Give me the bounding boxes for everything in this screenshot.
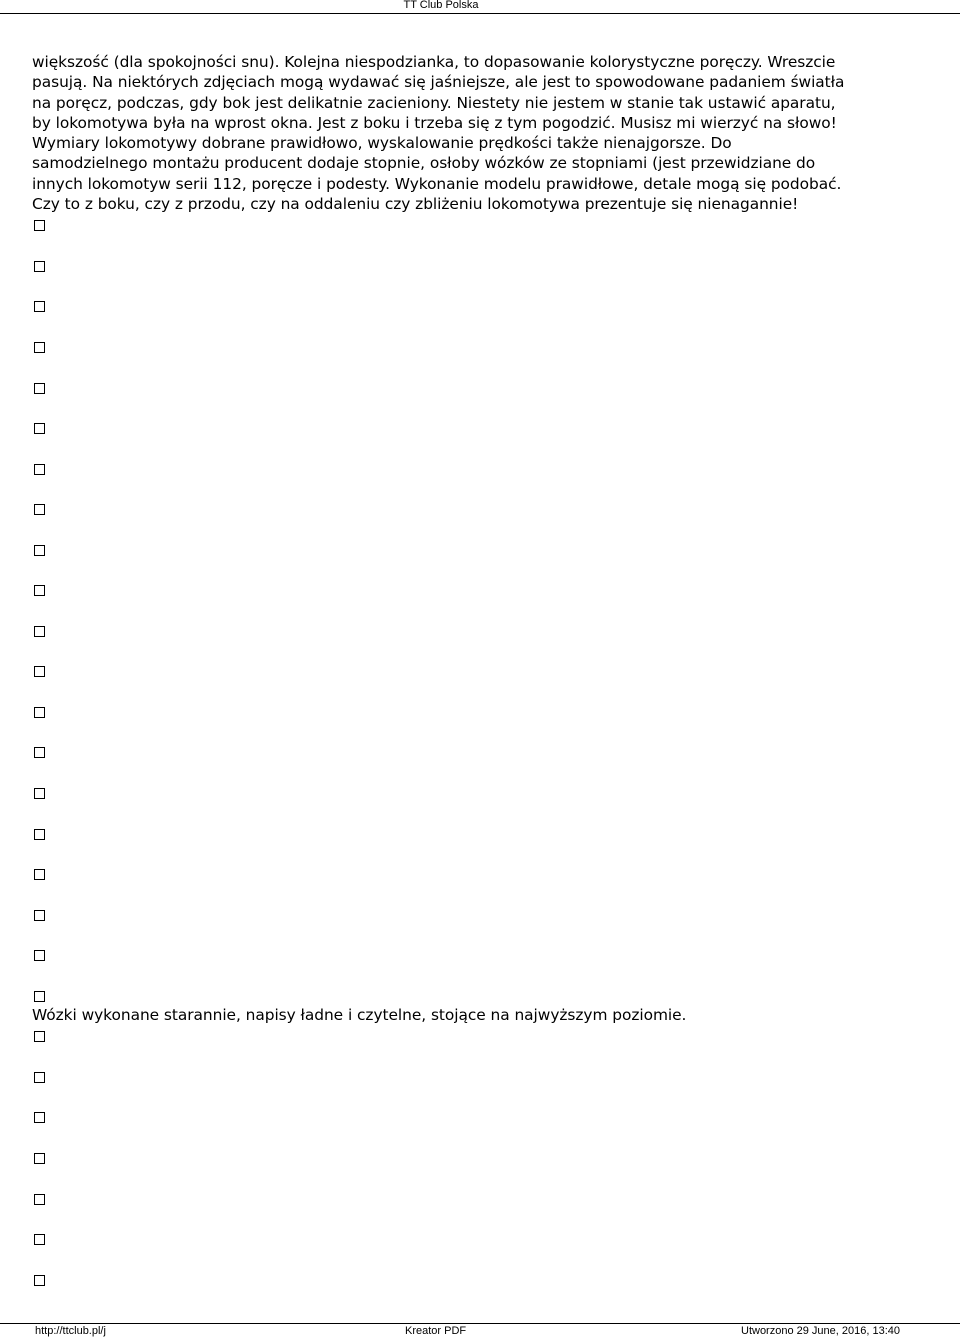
footer-created-date: Utworzono 29 June, 2016, 13:40 [741, 1325, 901, 1337]
bogies-sentence: Wózki wykonane starannie, napisy ładne i czytelne, stojące na najwyższym poziomie. [32, 1006, 687, 1025]
missing-image-icon [34, 220, 45, 231]
missing-image-icon [34, 869, 45, 880]
missing-image-placeholder [32, 458, 932, 499]
footer-creator: Kreator PDF [405, 1325, 467, 1337]
missing-image-placeholder [32, 1188, 932, 1229]
paragraph-line: by lokomotywa była na wprost okna. Jest z boku i trzeba się z tym pogodzić. Musisz mi wierzyć na słowo! [32, 113, 837, 132]
page-header [0, 0, 960, 14]
missing-image-icon [34, 950, 45, 961]
footer-url-link[interactable]: http://ttclub.pl/j [35, 1325, 106, 1337]
missing-image-placeholder [32, 904, 932, 945]
missing-image-placeholder [32, 417, 932, 458]
missing-image-icon [34, 910, 45, 921]
paragraph-line: pasują. Na niektórych zdjęciach mogą wydawać się jaśniejsze, ale jest to spowodowane padaniem światła [32, 73, 845, 92]
missing-image-placeholder [32, 1066, 932, 1107]
missing-image-icon [34, 666, 45, 677]
missing-image-icon [34, 301, 45, 312]
missing-image-placeholder [32, 985, 932, 1005]
missing-image-placeholder [32, 539, 932, 580]
missing-image-placeholder [32, 1106, 932, 1147]
missing-image-icon [34, 707, 45, 718]
missing-image-icon [34, 1275, 45, 1286]
missing-image-placeholder [32, 701, 932, 742]
missing-image-icon [34, 1031, 45, 1042]
missing-image-placeholder [32, 377, 932, 418]
missing-image-icon [34, 747, 45, 758]
missing-image-icon [34, 626, 45, 637]
missing-image-placeholder [32, 660, 932, 701]
missing-image-icon [34, 1234, 45, 1245]
missing-image-icon [34, 1112, 45, 1123]
missing-image-placeholder [32, 1228, 932, 1269]
missing-image-icon [34, 788, 45, 799]
missing-image-placeholder [32, 741, 932, 782]
missing-image-icon [34, 261, 45, 272]
missing-image-placeholder [32, 214, 932, 255]
missing-image-icon [34, 383, 45, 394]
missing-image-icon [34, 464, 45, 475]
article-paragraph [32, 52, 932, 214]
missing-image-placeholder [32, 823, 932, 864]
missing-image-placeholder [32, 620, 932, 661]
paragraph-line: Wymiary lokomotywy dobrane prawidłowo, wyskalowanie prędkości także nienajgorsze. Do [32, 134, 732, 153]
missing-image-icon [34, 423, 45, 434]
missing-image-placeholder [32, 1025, 932, 1066]
missing-image-icon [34, 545, 45, 556]
missing-image-placeholder [32, 579, 932, 620]
paragraph-line: Czy to z boku, czy z przodu, czy na oddaleniu czy zbliżeniu lokomotywa prezentuje się nienagannie! [32, 195, 799, 214]
paragraph-line: innych lokomotyw serii 112, poręcze i podesty. Wykonanie modelu prawidłowe, detale mogą się podobać. [32, 174, 842, 193]
paragraph-line: na poręcz, podczas, gdy bok jest delikatnie zacieniony. Niestety nie jestem w stanie tak ustawić aparatu, [32, 93, 836, 112]
missing-image-placeholder [32, 336, 932, 377]
missing-image-icon [34, 1072, 45, 1083]
page-footer [0, 1323, 960, 1339]
missing-image-placeholder [32, 1147, 932, 1188]
missing-image-placeholder [32, 498, 932, 539]
article-body [32, 52, 932, 1289]
missing-image-placeholder [32, 1269, 932, 1289]
missing-image-icon [34, 342, 45, 353]
missing-image-icon [34, 504, 45, 515]
paragraph-line: większość (dla spokojności snu). Kolejna niespodzianka, to dopasowanie kolorystyczne poręczy. Wreszcie [32, 53, 836, 71]
missing-image-icon [34, 585, 45, 596]
paragraph-line: samodzielnego montażu producent dodaje stopnie, osłoby wózków ze stopniami (jest przewidziane do [32, 154, 816, 173]
missing-image-icon [34, 991, 45, 1002]
missing-image-placeholder [32, 782, 932, 823]
missing-image-icon [34, 1194, 45, 1205]
missing-image-icon [34, 829, 45, 840]
missing-image-placeholder [32, 295, 932, 336]
missing-image-list-2 [32, 1025, 932, 1289]
missing-image-placeholder [32, 944, 932, 985]
missing-image-icon [34, 1153, 45, 1164]
missing-image-placeholder [32, 863, 932, 904]
header-title: TT Club Polska [403, 0, 479, 11]
missing-image-list-1 [32, 214, 932, 1005]
missing-image-placeholder [32, 255, 932, 296]
